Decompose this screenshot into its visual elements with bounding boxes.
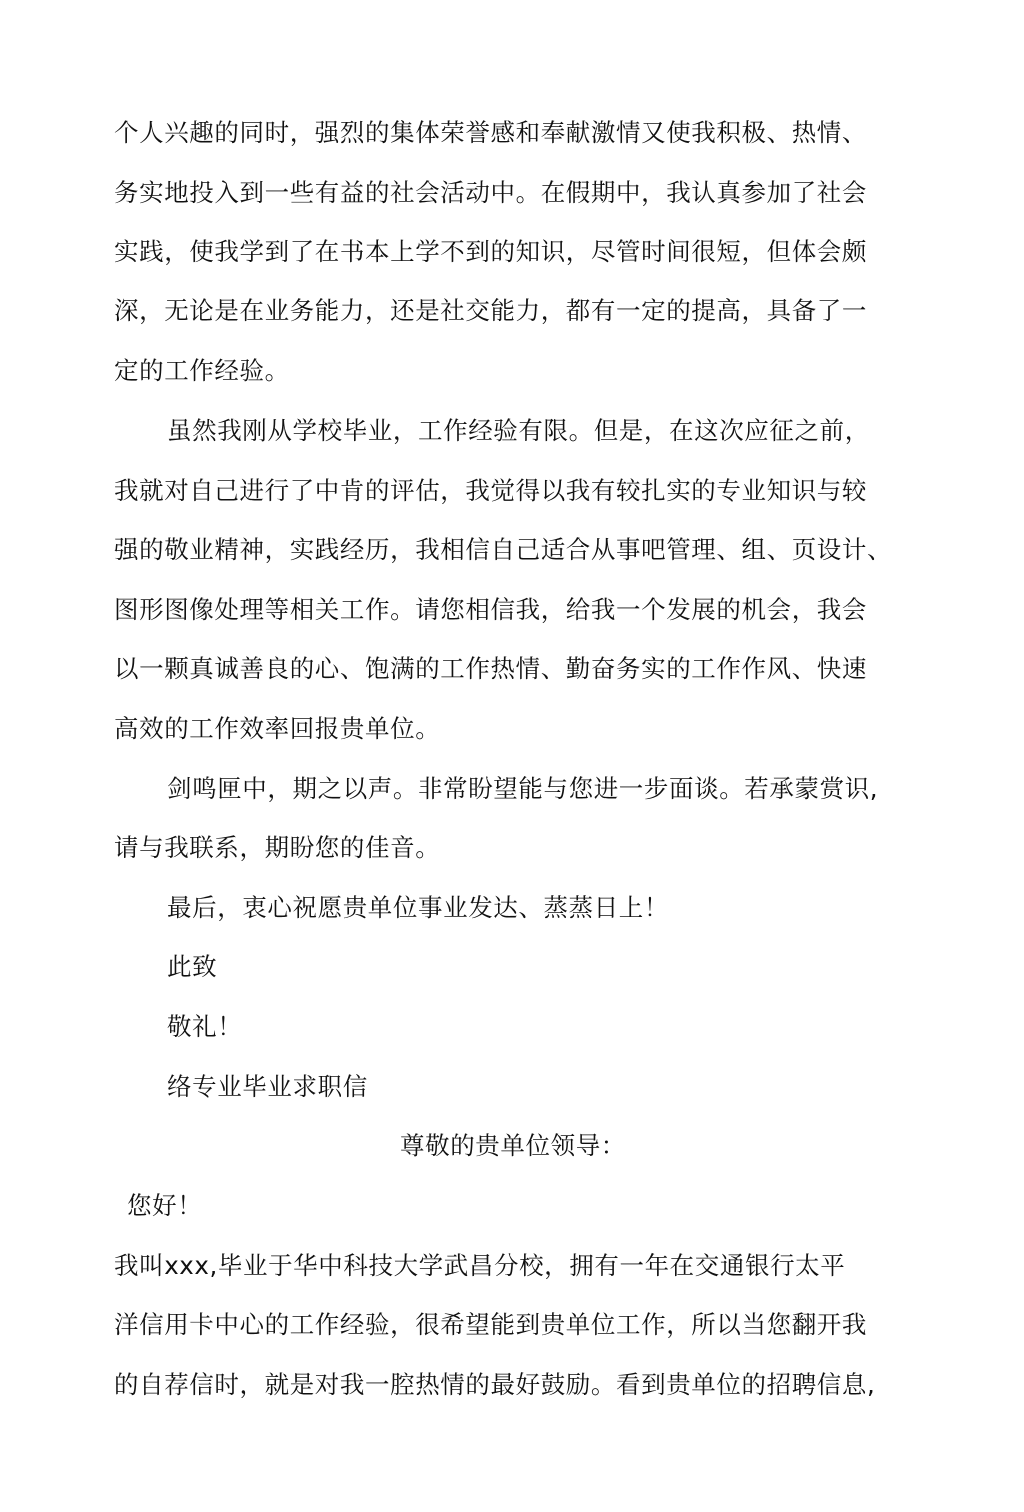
paragraph-line: 务实地投入到一些有益的社会活动中。在假期中，我认真参加了社会 bbox=[114, 178, 867, 207]
paragraph-line: 强的敬业精神，实践经历，我相信自己适合从事吧管理、组、页设计、 bbox=[114, 535, 893, 564]
section-title: 络专业毕业求职信 bbox=[167, 1072, 368, 1101]
paragraph-line: 我就对自己进行了中肯的评估，我觉得以我有较扎实的专业知识与较 bbox=[114, 476, 867, 505]
paragraph-line: 我叫xxx,毕业于华中科技大学武昌分校，拥有一年在交通银行太平 bbox=[114, 1251, 846, 1280]
paragraph-line: 虽然我刚从学校毕业，工作经验有限。但是，在这次应征之前， bbox=[167, 416, 870, 445]
closing-line: 最后，衷心祝愿贵单位事业发达、蒸蒸日上！ bbox=[167, 893, 669, 922]
paragraph-line: 洋信用卡中心的工作经验，很希望能到贵单位工作，所以当您翻开我 bbox=[114, 1310, 867, 1339]
greeting-line: 您好！ bbox=[127, 1191, 203, 1220]
paragraph-line: 图形图像处理等相关工作。请您相信我，给我一个发展的机会，我会 bbox=[114, 595, 867, 624]
paragraph-line: 的自荐信时，就是对我一腔热情的最好鼓励。看到贵单位的招聘信息, bbox=[114, 1370, 876, 1399]
paragraph-line: 定的工作经验。 bbox=[114, 356, 290, 385]
paragraph-line: 深，无论是在业务能力，还是社交能力，都有一定的提高，具备了一 bbox=[114, 296, 867, 325]
paragraph-line: 以一颗真诚善良的心、饱满的工作热情、勤奋务实的工作作风、快速 bbox=[114, 654, 867, 683]
paragraph-line: 实践，使我学到了在书本上学不到的知识，尽管时间很短，但体会颇 bbox=[114, 237, 867, 266]
salutation-line: 敬礼！ bbox=[167, 1012, 243, 1041]
salutation-line: 此致 bbox=[167, 952, 218, 981]
greeting-heading: 尊敬的贵单位领导： bbox=[400, 1131, 626, 1160]
paragraph-line: 个人兴趣的同时，强烈的集体荣誉感和奉献激情又使我积极、热情、 bbox=[114, 118, 867, 147]
paragraph-line: 剑鸣匣中，期之以声。非常盼望能与您进一步面谈。若承蒙赏识, bbox=[167, 774, 879, 803]
paragraph-line: 请与我联系，期盼您的佳音。 bbox=[114, 833, 441, 862]
paragraph-line: 高效的工作效率回报贵单位。 bbox=[114, 714, 441, 743]
